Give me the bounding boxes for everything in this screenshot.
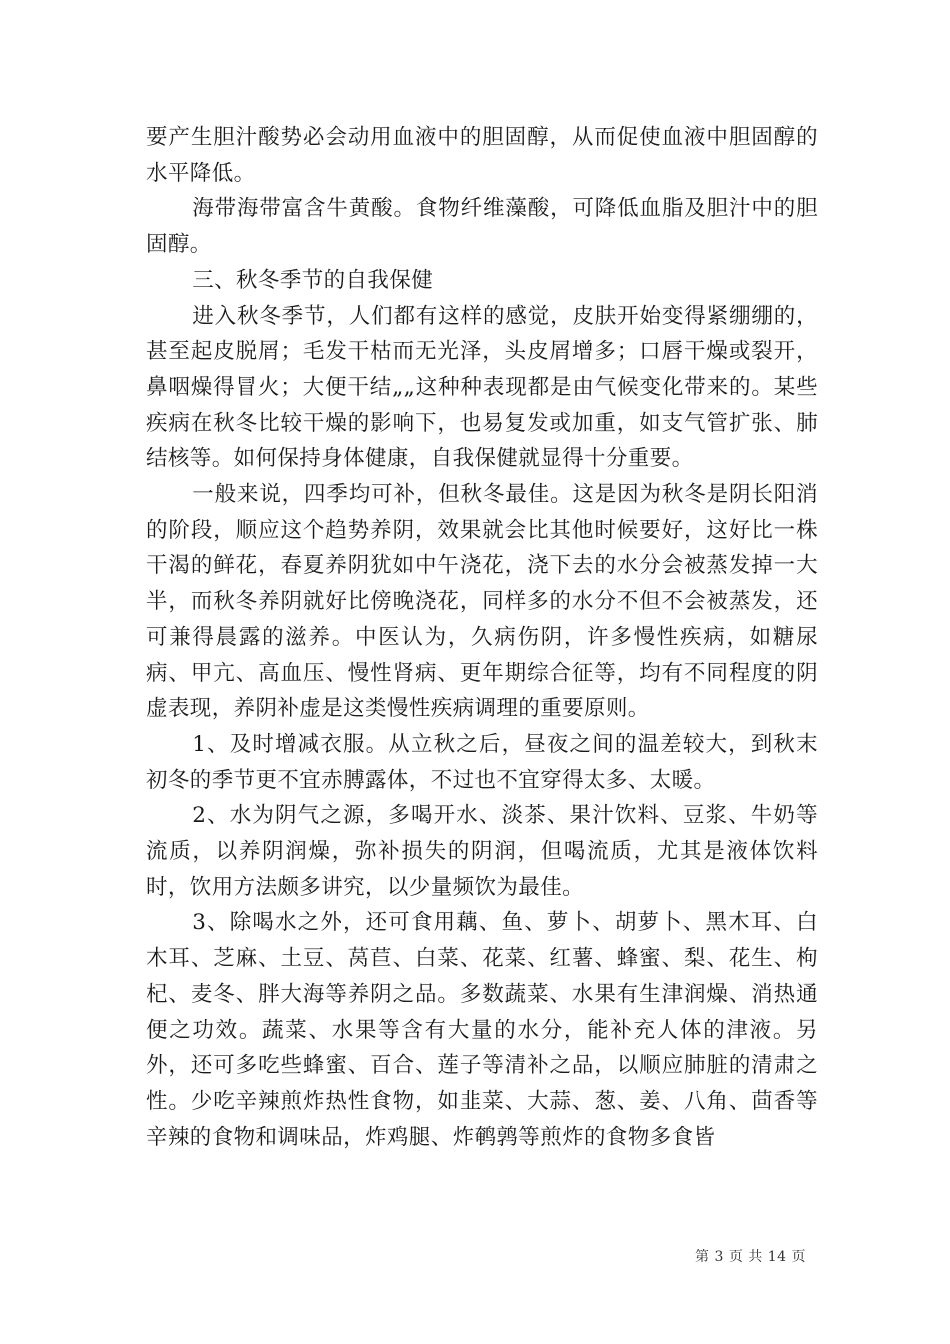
document-body [146, 120, 818, 1155]
list-item-1: 1、及时增减衣服。从立秋之后，昼夜之间的温差较大，到秋末初冬的季节更不宜赤膊露体，不过也不宜穿得太多、太暖。 [146, 731, 818, 793]
paragraph-4: 一般来说，四季均可补，但秋冬最佳。这是因为秋冬是阴长阳消的阶段，顺应这个趋势养阴，效果就会比其他时候要好，这好比一株干渴的鲜花，春夏养阴犹如中午浇花，浇下去的水分会被蒸发掉一大半，而秋冬养阴就好比傍晚浇花，同样多的水分不但不会被蒸发，还可兼得晨露的滋养。中医认为，久病伤阴，许多慢性疾病，如糖尿病、甲亢、高血压、慢性肾病、更年期综合征等，均有不同程度的阴虚表现，养阴补虚是这类慢性疾病调理的重要原则。 [146, 482, 818, 722]
list-item-3: 3、除喝水之外，还可食用藕、鱼、萝卜、胡萝卜、黑木耳、白木耳、芝麻、土豆、莴苣、白菜、花菜、红薯、蜂蜜、梨、花生、枸杞、麦冬、胖大海等养阴之品。多数蔬菜、水果有生津润燥、消热通便之功效。蔬菜、水果等含有大量的水分，能补充人体的津液。另外，还可多吃些蜂蜜、百合、莲子等清补之品，以顺应肺脏的清肃之性。少吃辛辣煎炸热性食物，如韭菜、大蒜、葱、姜、八角、茴香等辛辣的食物和调味品，炸鸡腿、炸鹌鹑等煎炸的食物多食皆 [146, 910, 818, 1150]
paragraph-2: 海带海带富含牛黄酸。食物纤维藻酸，可降低血脂及胆汁中的胆固醇。 [146, 196, 818, 258]
section-heading: 三、秋冬季节的自我保健 [192, 267, 434, 293]
paragraph-3: 进入秋冬季节，人们都有这样的感觉，皮肤开始变得紧绷绷的，甚至起皮脱屑；毛发干枯而无光泽，头皮屑增多；口唇干燥或裂开，鼻咽燥得冒火；大便干结„„这种种表现都是由气候变化带来的。某些疾病在秋冬比较干燥的影响下，也易复发或加重，如支气管扩张、肺结核等。如何保持身体健康，自我保健就显得十分重要。 [146, 303, 818, 472]
list-item-2: 2、水为阴气之源，多喝开水、淡茶、果汁饮料、豆浆、牛奶等流质，以养阴润燥，弥补损失的阴润，但喝流质，尤其是液体饮料时，饮用方法颇多讲究，以少量频饮为最佳。 [146, 803, 818, 900]
page-number: 第 3 页 共 14 页 [695, 1249, 806, 1265]
paragraph-1: 要产生胆汁酸势必会动用血液中的胆固醇，从而促使血液中胆固醇的水平降低。 [146, 125, 818, 186]
